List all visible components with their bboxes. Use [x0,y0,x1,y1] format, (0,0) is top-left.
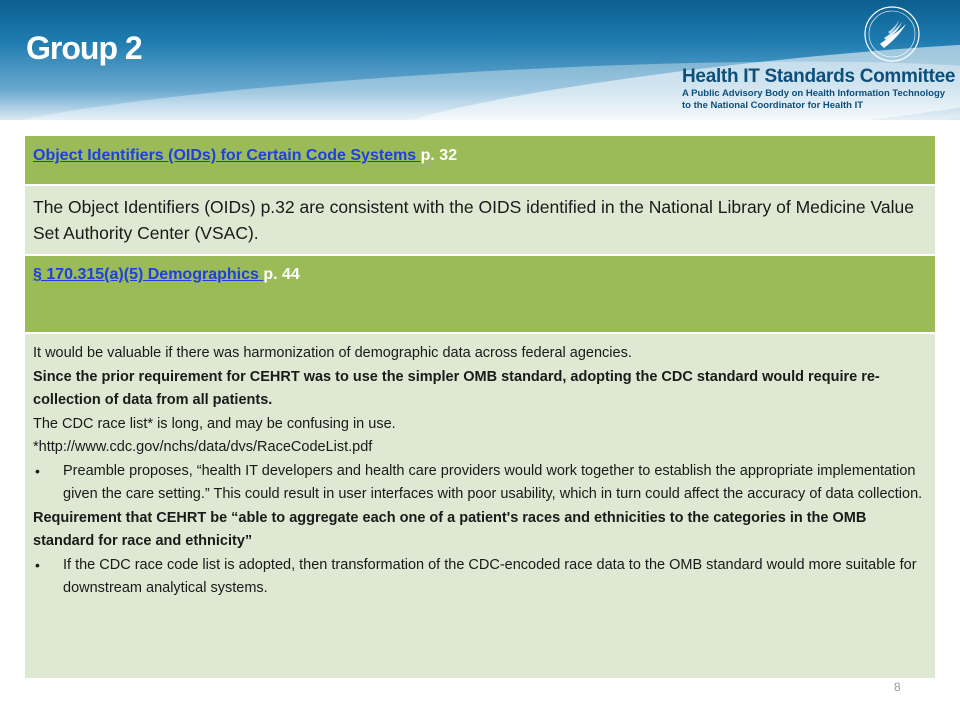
section-1-body [25,186,935,256]
oid-section-link[interactable]: Object Identifiers (OIDs) for Certain Code Systems [33,147,421,164]
bullet-icon: • [35,462,40,479]
prior-requirement-text: Since the prior requirement for CEHRT was to use the simpler OMB standard, adopting the CDC standard would require re-collection of data from all patients. [33,368,880,408]
bullet-icon: • [35,556,40,573]
cdc-race-list-url: *http://www.cdc.gov/nchs/data/dvs/RaceCodeList.pdf [33,439,373,455]
cdc-race-list-text: The CDC race list* is long, and may be confusing in use. [33,415,396,432]
transformation-text: If the CDC race code list is adopted, then transformation of the CDC-encoded race data to the OMB standard would more suitable for downstream analytical systems. [63,556,917,596]
demographics-section-link[interactable]: § 170.315(a)(5) Demographics [33,266,264,283]
section-2-body [25,334,935,680]
preamble-text: Preamble proposes, “health IT developers and health care providers would work together to establish the appropriate implementation given the care setting.” This could result in user interfaces with poor usability, which in turn could affect the accuracy of data collection. [63,462,923,502]
aggregate-requirement-text: Requirement that CEHRT be “able to aggregate each one of a patient's races and ethnicities to the categories in the OMB standard for race and ethnicity” [33,509,867,549]
hhs-eagle-icon [860,4,924,64]
demographics-page-ref: p. 44 [263,266,300,283]
harmonization-text: It would be valuable if there was harmonization of demographic data across federal agencies. [33,345,632,361]
slide-header [0,0,960,120]
brand-subtitle-line-2: to the National Coordinator for Health IT [682,100,864,111]
brand-title: Health IT Standards Committee [682,66,956,87]
slide-title: Group 2 [26,30,142,66]
oid-page-ref: p. 32 [420,147,458,164]
page-number: 8 [894,680,901,694]
content-table [25,136,935,680]
section-1-header [25,136,935,186]
list-item [33,554,927,601]
section-2-header [25,256,935,334]
brand-subtitle-line-1: A Public Advisory Body on Health Information Technology [682,88,946,99]
oid-paragraph: The Object Identifiers (OIDs) p.32 are consistent with the OIDS identified in the National Library of Medicine Value Set Authority Center (VSAC). [33,197,914,243]
list-item [33,460,927,507]
